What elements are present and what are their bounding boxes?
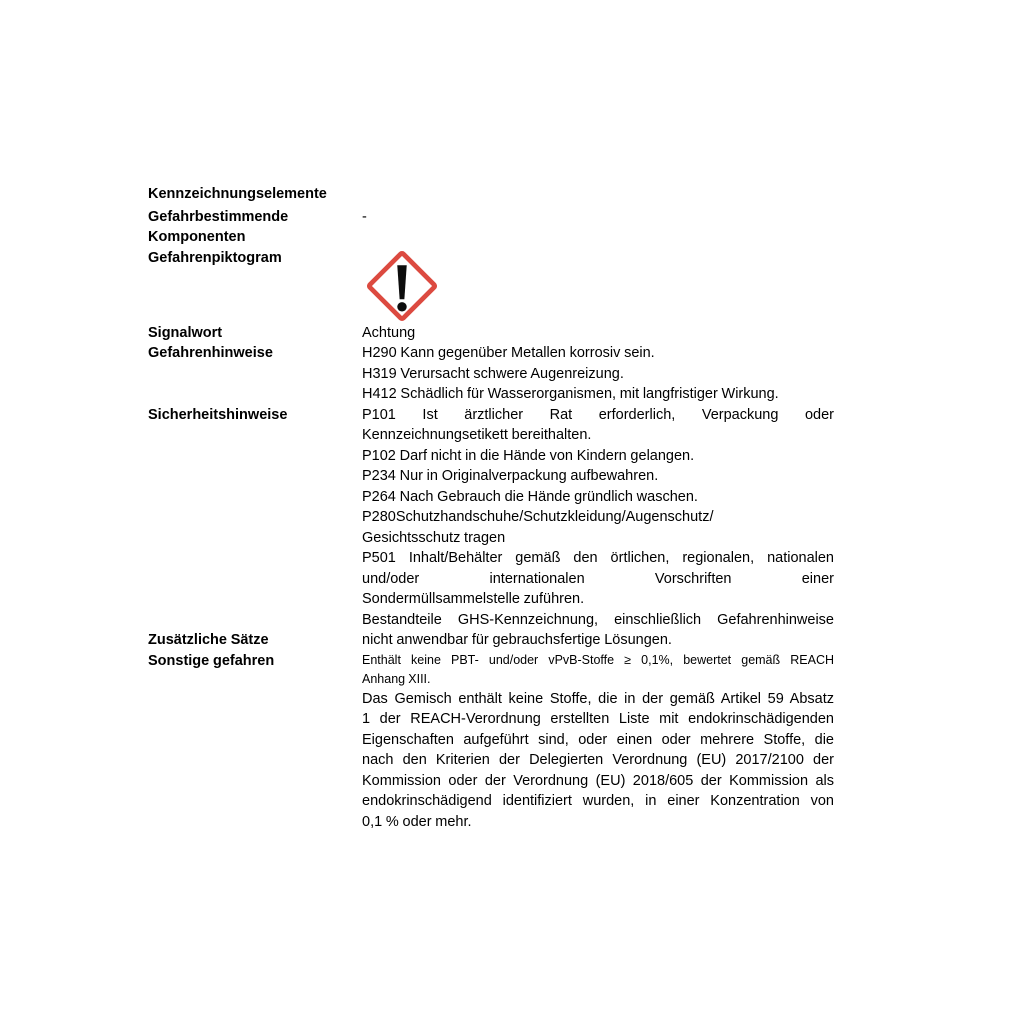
row-hazard-statements xyxy=(148,343,834,405)
text-line: P101 Ist ärztlicher Rat erforderlich, Verpackung oder xyxy=(362,406,834,423)
hazard-pictogram-label: Gefahrenpiktogram xyxy=(148,249,282,266)
additional-phrases-label: Zusätzliche Sätze xyxy=(148,632,269,648)
text-line: H319 Verursacht schwere Augenreizung. xyxy=(362,365,624,382)
text-line: endokrinschädigend identifiziert wurden, in einer Konzentration von xyxy=(362,793,834,809)
text-line: P280Schutzhandschuhe/Schutzkleidung/Augenschutz/ xyxy=(362,509,714,525)
text-line: Kennzeichnungsetikett bereithalten. xyxy=(362,427,592,443)
hazard-components-label: Gefahrbestimmende Komponenten xyxy=(148,208,289,245)
text-line: 1 der REACH-Verordnung erstellten Liste mit endokrinschädigenden xyxy=(362,711,834,727)
additional-phrases-value xyxy=(362,610,834,651)
row-hazard-pictogram xyxy=(148,248,834,323)
text-line: Das Gemisch enthält keine Stoffe, die in der gemäß Artikel 59 Absatz xyxy=(362,690,834,707)
hazard-statements-value xyxy=(362,343,834,405)
text-line: Bestandteile GHS-Kennzeichnung, einschließlich Gefahrenhinweise xyxy=(362,611,834,628)
text-line: Enthält keine PBT- und/oder vPvB-Stoffe ≥ 0,1%, bewertet gemäß REACH xyxy=(362,652,834,667)
signal-word-value: Achtung xyxy=(362,324,416,341)
precautionary-statements-label: Sicherheitshinweise xyxy=(148,406,288,423)
text-line: 0,1 % oder mehr. xyxy=(362,813,472,830)
text-line: H290 Kann gegenüber Metallen korrosiv sein. xyxy=(362,345,655,361)
text-line: P234 Nur in Originalverpackung aufbewahren. xyxy=(362,468,659,484)
text-line: nach den Kriterien der Delegierten Verordnung (EU) 2017/2100 der xyxy=(362,752,834,768)
labelling-elements-section xyxy=(148,184,834,832)
text-line: H412 Schädlich für Wasserorganismen, mit langfristiger Wirkung. xyxy=(362,386,779,402)
precautionary-statements-value xyxy=(362,405,834,610)
text-line: und/oder internationalen Vorschriften einer xyxy=(362,570,834,587)
text-line: Anhang XIII. xyxy=(362,671,431,686)
row-hazard-components xyxy=(148,207,834,248)
hazard-statements-label: Gefahrenhinweise xyxy=(148,345,273,361)
text-line: P264 Nach Gebrauch die Hände gründlich waschen. xyxy=(362,488,698,505)
row-signal-word xyxy=(148,323,834,344)
signal-word-label: Signalwort xyxy=(148,324,223,341)
hazard-components-value: - xyxy=(362,208,367,225)
text-line: P102 Darf nicht in die Hände von Kindern gelangen. xyxy=(362,447,695,464)
other-hazards-label: Sonstige gefahren xyxy=(148,652,275,669)
other-hazards-value xyxy=(362,651,834,833)
text-line: P501 Inhalt/Behälter gemäß den örtlichen, regionalen, nationalen xyxy=(362,550,834,566)
text-line: Sondermüllsammelstelle zuführen. xyxy=(362,591,585,607)
row-other-hazards xyxy=(148,651,834,833)
row-precautionary-statements xyxy=(148,405,834,610)
ghs07-exclamation-mark-icon xyxy=(367,249,437,323)
text-line: nicht anwendbar für gebrauchsfertige Lösungen. xyxy=(362,632,672,648)
hazard-pictogram-value xyxy=(362,248,834,323)
text-line: Gesichtsschutz tragen xyxy=(362,529,506,546)
text-line: Kommission oder der Verordnung (EU) 2018/605 der Kommission als xyxy=(362,772,834,789)
row-additional-phrases xyxy=(148,610,834,651)
section-heading: Kennzeichnungselemente xyxy=(148,186,327,202)
text-line: Eigenschaften aufgeführt sind, oder einen oder mehrere Stoffe, die xyxy=(362,731,834,748)
